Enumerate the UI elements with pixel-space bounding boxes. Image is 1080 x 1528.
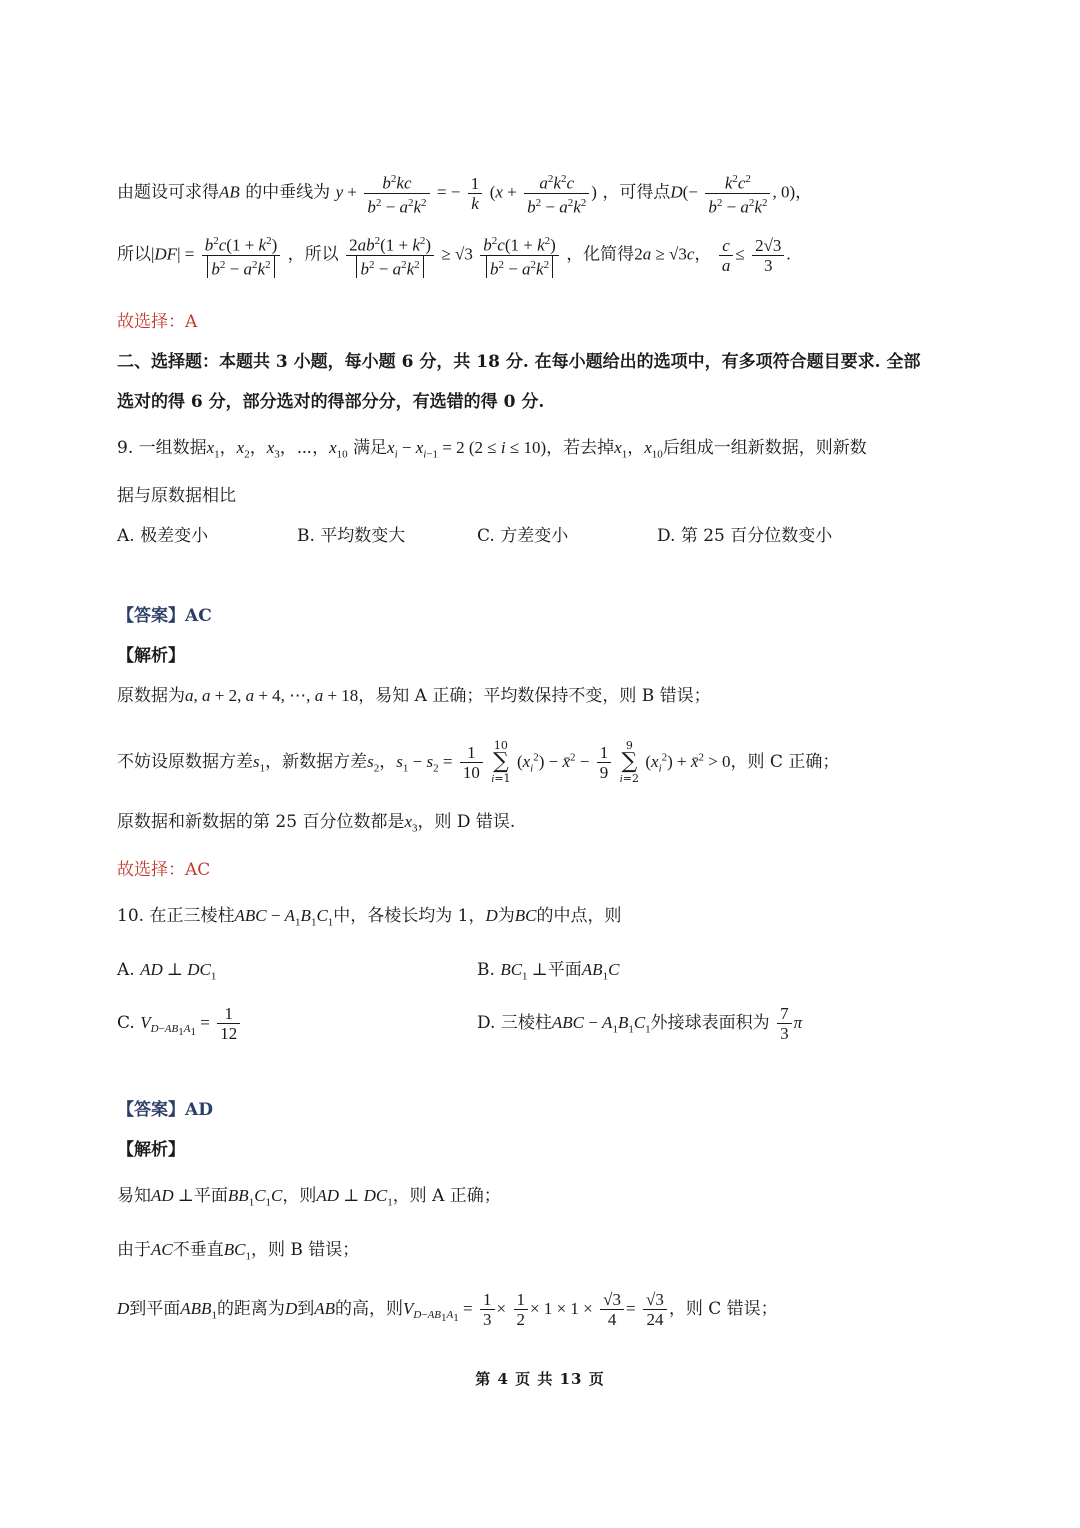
text: 外接球表面积为 <box>650 1013 770 1033</box>
text: D. 三棱柱 <box>477 1013 552 1033</box>
sum-symbol: 9 ∑ i=2 <box>619 739 639 785</box>
fraction: $\frac{2ab^2(1 + k^2)}{b^2 - a^2k^2}$ <box>346 232 434 278</box>
text: 的高，则 <box>335 1299 403 1319</box>
fraction: $\frac{√3}{24}$ <box>643 1290 667 1329</box>
fraction: $\frac{1}{3}$ <box>480 1290 495 1329</box>
q9-analysis-label: 【解析】 <box>117 646 185 666</box>
text: ，化简得 <box>566 244 635 265</box>
fraction: $\frac{b^2c(1 + k^2)}{b^2 - a^2k^2}$ <box>202 232 281 278</box>
text: 所以 <box>117 244 151 265</box>
text: B. <box>477 960 495 980</box>
q9-option-c: C. 方差变小 <box>477 526 569 546</box>
text: ，新数据方差 <box>265 752 368 772</box>
text: 平面 <box>193 1186 228 1206</box>
prev-answer: 故选择：A <box>117 312 198 332</box>
q10-analysis-label: 【解析】 <box>117 1140 185 1160</box>
text: 10. 在正三棱柱 <box>117 906 235 926</box>
text: 的中垂线为 <box>245 182 331 203</box>
text: 不垂直 <box>172 1240 224 1260</box>
text: 原数据为 <box>117 686 185 706</box>
q10-answer-label: 【答案】AD <box>117 1100 213 1120</box>
q9-final-answer: 故选择：AC <box>117 860 211 880</box>
text: ，则 C 错误； <box>668 1299 778 1319</box>
q9-analysis-line-3: 原数据和新数据的第 25 百分位数都是$x_3$，则 D 错误. <box>117 812 516 835</box>
fraction: $\frac{2√3}{3}$ <box>752 236 784 275</box>
q9-option-a: A. 极差变小 <box>117 526 209 546</box>
text: ，若去掉 <box>546 438 615 458</box>
text: ，所以 <box>287 244 339 265</box>
text: 易知 <box>117 1186 151 1206</box>
text: 后组成一组新数据，则新数 <box>662 438 867 458</box>
fraction: $\frac{a^2k^2c}{b^2 - a^2k^2}$ <box>524 170 589 216</box>
q9-stem-line-1: 9. 一组数据$x_1$，$x_2$，$x_3$，⋯，$x_{10}$ 满足$x_i - x_{i-1} = 2$ (2 ≤ i ≤ 10)，若去掉$x_1$，$x_{10}$后组成一组新数据，则新数 <box>117 438 867 461</box>
q10-analysis-line-3: D到平面$ABB_1$的距离为D到AB的高，则$V_{D-AB_1A_1}$ = $\frac{1}{3}$ × $\frac{1}{2}$ × 1 × 1 × $\frac{√3}{4}$ = $\frac{√3}{24}$ ，则 C 错误； <box>117 1290 778 1329</box>
text: 中，各棱长均为 1， <box>333 906 486 926</box>
fraction: $\frac{1}{12}$ <box>217 1004 240 1043</box>
fraction: $\frac{7}{3}$ <box>777 1004 792 1043</box>
text: ，则 <box>282 1186 317 1206</box>
text: 到平面 <box>129 1299 181 1319</box>
text: 不妨设原数据方差 <box>117 752 253 772</box>
q10-stem: 10. 在正三棱柱ABC − $A_1B_1C_1$中，各棱长均为 1，D为BC的中点，则 <box>117 906 622 929</box>
text: ，则 A 正确； <box>392 1186 501 1206</box>
q10-analysis-line-2: 由于AC不垂直$BC_1$，则 B 错误； <box>117 1240 360 1263</box>
text: 为 <box>497 906 515 926</box>
q9-stem-line-2: 据与原数据相比 <box>117 486 236 506</box>
q10-option-a: A. AD ⊥ $DC_1$ <box>117 960 217 983</box>
fraction: $\frac{c}{a}$ <box>719 236 734 275</box>
q10-analysis-line-1: 易知AD ⊥平面$BB_1C_1C$，则AD ⊥ $DC_1$，则 A 正确； <box>117 1186 501 1209</box>
text: ，则 C 正确； <box>730 752 840 772</box>
q9-option-d: D. 第 25 百分位数变小 <box>657 526 833 546</box>
text: 到 <box>297 1299 315 1319</box>
text: ，则 D 错误. <box>417 812 516 832</box>
section-heading-line-2: 选对的得 6 分，部分选对的得部分分，有选错的得 0 分. <box>117 392 545 412</box>
text: 原数据和新数据的第 25 百分位数都是 <box>117 812 405 832</box>
prev-line-2: 所以|DF| = $\frac{b^2c(1 + k^2)}{b^2 - a^2k^2}$ ，所以 $\frac{2ab^2(1 + k^2)}{b^2 - a^2k^2}$ ≥ √3 $\frac{b^2c(1 + k^2)}{b^2 - a^2k^2}$ ，化简得2a ≥ √3c， $\frac{c}{a}$ ≤ $\frac{2√3}{3}$ . <box>117 232 791 278</box>
text: ，则 B 错误； <box>250 1240 360 1260</box>
q10-option-d: D. 三棱柱ABC − $A_1B_1C_1$外接球表面积为 $\frac{7}{3}$ π <box>477 1004 803 1043</box>
sum-symbol: 10 ∑ i=1 <box>491 739 511 785</box>
prev-line-1: 由题设可求得AB 的中垂线为 y + $\frac{b^2kc}{b^2 - a^2k^2}$ = − $\frac{1}{k}$ (x + $\frac{a^2k^2c}{b^2 - a^2k^2}$ ) ，可得点D(− $\frac{k^2c^2}{b^2 - a^2k^2}$ , 0)， <box>117 170 812 216</box>
text: A. <box>117 960 135 980</box>
q10-option-c: C. $V_{D-AB_1A_1}$ = $\frac{1}{12}$ <box>117 1004 242 1045</box>
fraction: $\frac{√3}{4}$ <box>600 1290 624 1329</box>
fraction: $\frac{1}{10}$ <box>460 743 483 782</box>
q9-answer-label: 【答案】AC <box>117 606 212 626</box>
text: ，易知 A 正确；平均数保持不变，则 B 错误； <box>358 686 711 706</box>
text: C. <box>117 1013 135 1033</box>
text: 由题设可求得 <box>117 182 219 203</box>
fraction: $\frac{1}{9}$ <box>597 743 612 782</box>
fraction: $\frac{1}{2}$ <box>514 1290 529 1329</box>
text: 由于 <box>117 1240 151 1260</box>
text: 平面 <box>547 960 582 980</box>
text: 满足 <box>353 438 388 458</box>
text: 的中点，则 <box>536 906 622 926</box>
q9-option-b: B. 平均数变大 <box>297 526 406 546</box>
fraction: $\frac{1}{k}$ <box>468 174 483 213</box>
q9-analysis-line-1: 原数据为a, a + 2, a + 4, ⋯, a + 18，易知 A 正确；平均数保持不变，则 B 错误； <box>117 686 711 706</box>
page-footer: 第 4 页 共 13 页 <box>475 1370 605 1388</box>
text: ， <box>694 244 712 265</box>
text: ，可得点 <box>602 182 671 203</box>
fraction: $\frac{b^2kc}{b^2 - a^2k^2}$ <box>364 170 429 216</box>
text: 9. 一组数据 <box>117 438 207 458</box>
q10-option-b: B. $BC_1$ ⊥平面$AB_1C$ <box>477 960 620 983</box>
section-heading-line-1: 二、选择题：本题共 3 小题，每小题 6 分，共 18 分. 在每小题给出的选项中，有多项符合题目要求. 全部 <box>117 352 921 372</box>
q9-analysis-line-2: 不妨设原数据方差$s_1$，新数据方差$s_2$，$s_1 - s_2$ = $\frac{1}{10}$ 10 ∑ i=1 $(x_i^2)$ − x̄$^2$ − $\frac{1}{9}$ 9 ∑ i=2 $(x_i^2)$ + x̄$^2$ > 0，则 C 正确； <box>117 739 840 785</box>
fraction: $\frac{b^2c(1 + k^2)}{b^2 - a^2k^2}$ <box>480 232 559 278</box>
text: 的距离为 <box>216 1299 285 1319</box>
fraction: $\frac{k^2c^2}{b^2 - a^2k^2}$ <box>705 170 770 216</box>
